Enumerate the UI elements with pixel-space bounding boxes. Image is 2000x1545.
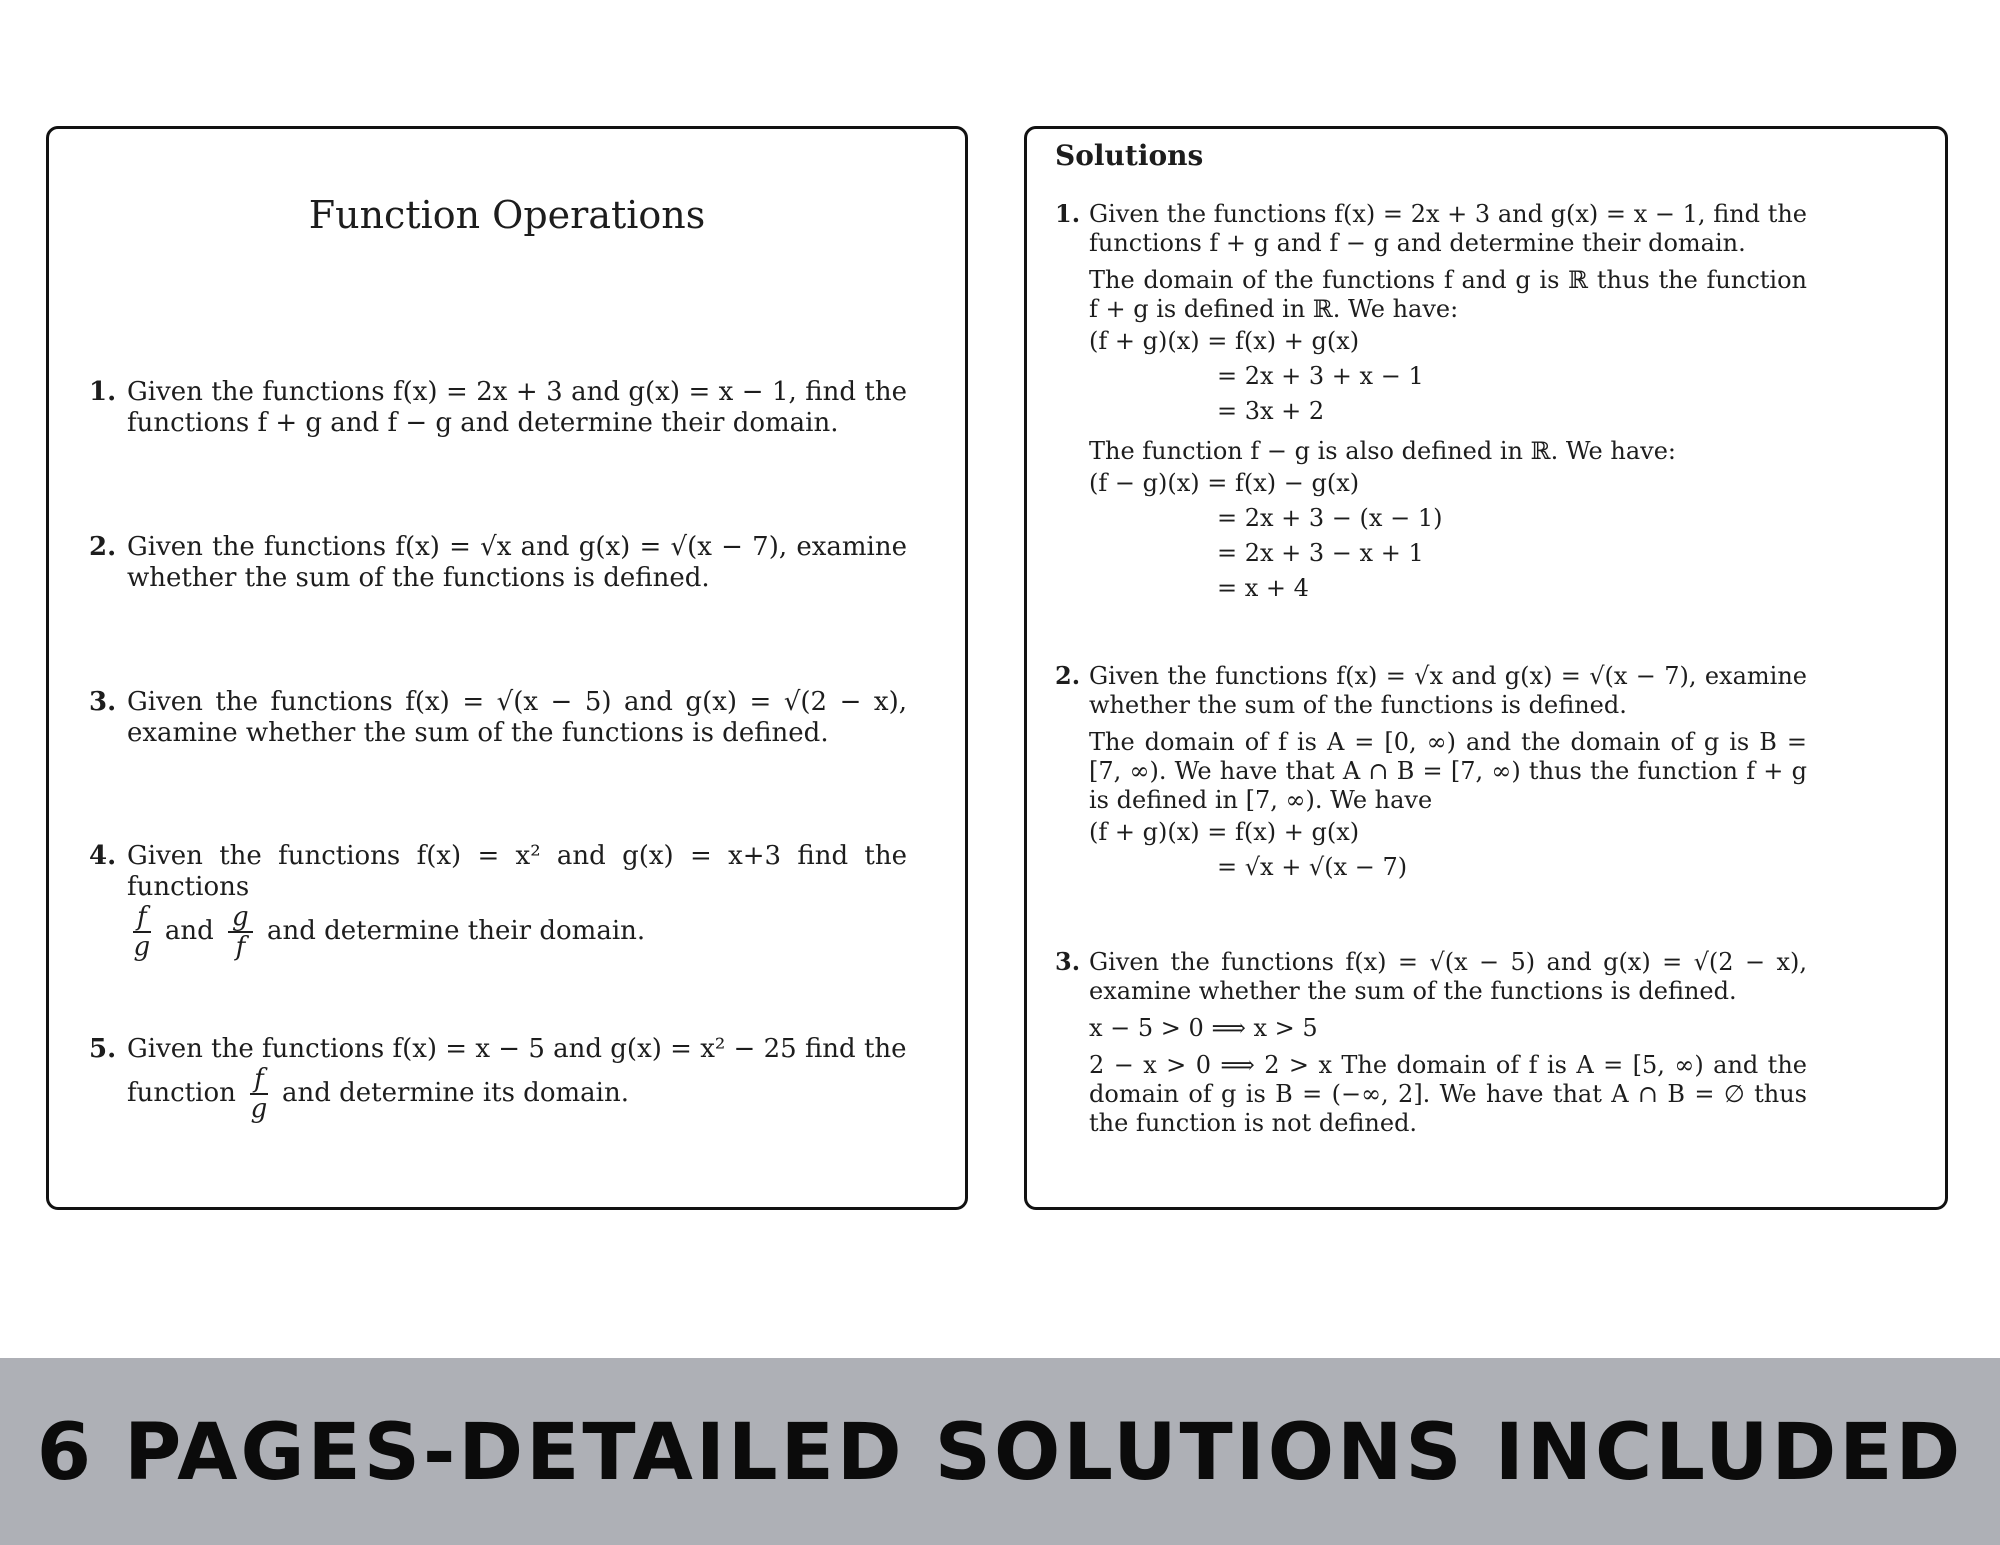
equation-line: x − 5 > 0 ⟹ x > 5: [1089, 1014, 1318, 1042]
problem-3: [89, 687, 907, 749]
solutions-page: [1024, 126, 1948, 1210]
worksheet-page: [46, 126, 968, 1210]
problem-text: Given the functions f(x) = x² and g(x) = x+3 find the functions: [127, 841, 907, 902]
problem-number: 5.: [89, 1034, 117, 1064]
solution-text: 2 − x > 0 ⟹ 2 > x The domain of f is A = [5, ∞) and the domain of g is B = (−∞, 2]. We have that A ∩ B = ∅ thus the function is not defined.: [1089, 1051, 1807, 1137]
equation-block: [1055, 466, 1807, 606]
solution-text: The domain of the functions f and g is ℝ thus the function f + g is defined in ℝ. We have:: [1089, 266, 1807, 323]
equation-line: = x + 4: [1217, 574, 1309, 602]
problem-5-fraction: function $\frac{f}{g}$ and determine its domain.: [127, 1064, 629, 1124]
problem-text: Given the functions f(x) = √(x − 5) and g(x) = √(2 − x), examine whether the sum of the functions is defined.: [127, 687, 907, 748]
fraction-f-over-g: $\frac{f}{g}$: [250, 1064, 268, 1124]
solution-3: [1055, 947, 1807, 1138]
solution-number: 1.: [1055, 199, 1081, 228]
equation-line: = 3x + 2: [1217, 397, 1325, 425]
problem-text: Given the functions f(x) = 2x + 3 and g(x) = x − 1, find the functions f + g and f − g and determine their domain.: [127, 377, 907, 438]
equation-line: = 2x + 3 − (x − 1): [1217, 504, 1443, 532]
solution-text: The function f − g is also defined in ℝ. We have:: [1089, 437, 1676, 465]
equation-line: (f − g)(x) = f(x) − g(x): [1089, 469, 1360, 497]
equation-line: = 2x + 3 − x + 1: [1217, 539, 1424, 567]
equation-line: = √x + √(x − 7): [1217, 853, 1408, 881]
problem-number: 4.: [89, 841, 117, 871]
problem-2: [89, 532, 907, 594]
solution-2: [1055, 661, 1807, 885]
equation-line: (f + g)(x) = f(x) + g(x): [1089, 818, 1360, 846]
problem-text: Given the functions f(x) = x − 5 and g(x) = x² − 25 find the: [127, 1034, 907, 1064]
problem-5: [89, 1034, 907, 1123]
equation-line: (f + g)(x) = f(x) + g(x): [1089, 327, 1360, 355]
equation-line: = 2x + 3 + x − 1: [1217, 362, 1424, 390]
problem-4-fractions: $\frac{f}{g}$ and $\frac{g}{f}$ and determine their domain.: [133, 902, 646, 962]
solution-text: The domain of f is A = [0, ∞) and the domain of g is B = [7, ∞). We have that A ∩ B = [7, ∞) thus the function f + g is defined in [7, ∞). We have: [1089, 728, 1807, 814]
equation-block: [1055, 324, 1807, 429]
problem-text: Given the functions f(x) = √x and g(x) = √(x − 7), examine whether the sum of the functions is defined.: [127, 532, 907, 593]
solution-question: Given the functions f(x) = √x and g(x) = √(x − 7), examine whether the sum of the functions is defined.: [1089, 662, 1807, 719]
equation-block: [1055, 815, 1807, 885]
problem-4: [89, 841, 907, 961]
problem-number: 1.: [89, 377, 117, 407]
worksheet-title: Function Operations: [308, 193, 706, 237]
problem-1: [89, 377, 907, 439]
problem-number: 3.: [89, 687, 117, 717]
solution-question: Given the functions f(x) = 2x + 3 and g(x) = x − 1, find the functions f + g and f − g and determine their domain.: [1089, 200, 1807, 257]
problem-number: 2.: [89, 532, 117, 562]
solution-number: 2.: [1055, 661, 1081, 690]
promo-banner: [0, 1358, 2000, 1545]
solution-1: [1055, 199, 1807, 606]
banner-text: 6 PAGES-DETAILED SOLUTIONS INCLUDED: [36, 1408, 1964, 1498]
solution-number: 3.: [1055, 947, 1081, 976]
fraction-f-over-g: $\frac{f}{g}$: [133, 902, 151, 962]
solution-question: Given the functions f(x) = √(x − 5) and g(x) = √(2 − x), examine whether the sum of the functions is defined.: [1089, 948, 1807, 1005]
fraction-g-over-f: $\frac{g}{f}$: [228, 903, 253, 961]
solutions-heading: Solutions: [1055, 139, 1204, 172]
